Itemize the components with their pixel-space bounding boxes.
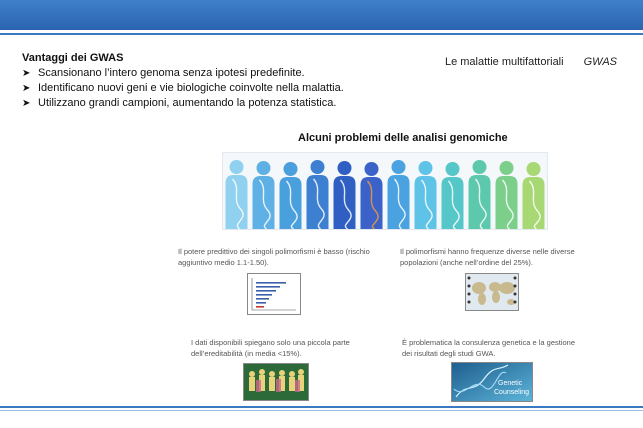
crowd-graphic [244,364,308,400]
person-silhouette [415,161,437,229]
person-silhouette [523,162,545,229]
title-bar [0,0,643,30]
problem-note-4: È problematica la consulenza genetica e la gestione dei risultati degli studi GWA. [402,338,576,358]
problem-note-2: Il polimorfismi hanno frequenze diverse nelle diverse popolazioni (anche nell’ordine del 25%). [400,247,575,267]
footer-divider-thin [0,410,643,411]
header-divider [0,33,643,35]
footer-divider [0,406,643,408]
course-title: Le malattie multifattoriali [444,56,564,68]
crowd-photo-thumbnail [243,363,309,401]
people-dna-banner-image [222,152,548,230]
advantages-title: Vantaggi dei GWAS [22,52,124,64]
advantages-block [22,52,344,111]
problem-note-1: Il potere predittivo dei singoli polimorfismi è basso (rischio aggiuntivo medio 1.1-1.50). [178,247,370,267]
person-silhouette [361,162,383,229]
section-label: GWAS [583,56,617,68]
people-silhouettes-graphic [223,153,547,229]
person-silhouette [496,161,518,229]
person-silhouette [388,160,410,229]
list-item [22,66,344,81]
list-item [22,81,344,96]
list-item [22,96,344,111]
world-map-graphic [466,274,518,310]
counseling-label-line2: Counseling [494,389,530,396]
dna-helix-graphic [452,363,532,401]
forest-plot-graphic [248,274,300,314]
problem-note-3: I dati disponibili spiegano solo una piccola parte dell’ereditabilità (in media <15%). [191,338,350,358]
arrow-bullet-icon: ➤ [22,83,31,94]
list-item-text: Scansionano l’intero genoma senza ipotesi predefinite. [38,67,305,79]
problems-title: Alcuni problemi delle analisi genomiche [298,132,508,144]
person-silhouette [307,160,329,229]
list-item-text: Identificano nuovi geni e vie biologiche coinvolte nella malattia. [38,82,344,94]
person-silhouette [334,161,356,229]
counseling-label-line1: Genetic [498,380,523,387]
world-map-thumbnail [465,273,519,311]
arrow-bullet-icon: ➤ [22,98,31,109]
odds-ratio-plot-thumbnail [247,273,301,315]
slide-header [445,56,617,68]
person-silhouette [253,161,275,229]
arrow-bullet-icon: ➤ [22,68,31,79]
person-silhouette [442,162,464,229]
person-silhouette [226,160,248,229]
person-silhouette [469,160,491,229]
list-item-text: Utilizzano grandi campioni, aumentando la potenza statistica. [38,97,337,109]
advantages-list [22,66,344,111]
genetic-counseling-thumbnail [451,362,533,402]
person-silhouette [280,162,302,229]
